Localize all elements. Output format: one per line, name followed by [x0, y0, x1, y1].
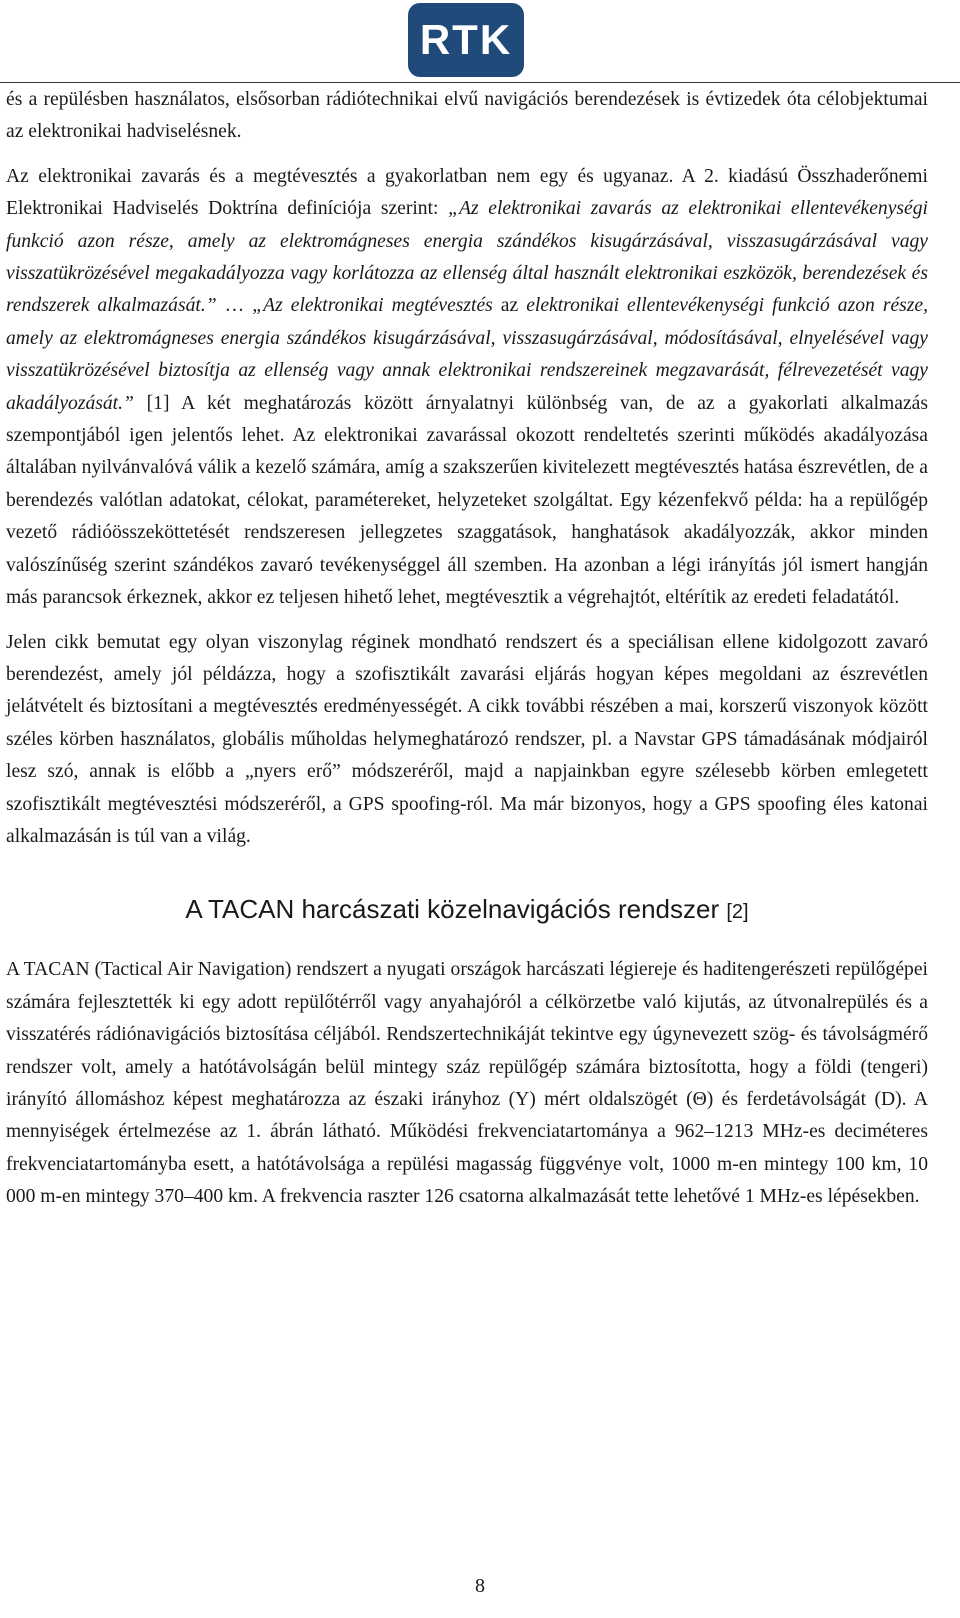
connector-text: az [492, 295, 527, 317]
rtk-logo [408, 3, 524, 77]
paragraph-tacan: A TACAN (Tactical Air Navigation) rendszert a nyugati országok harcászati légiereje és haditengerészeti repülőgépei számára fejlesztették ki egy adott repülőtérről vagy anyahajóról a célkörzetbe való kijutás, az útvonalrepülés és a visszatérés rádiónavigációs biztosítása céljából. Rendszertechnikáját tekintve egy úgynevezett szög- és távolságmérő rendszer volt, amely a hatótávolságán belül mintegy száz repülőgép számára biztosította, hogy a földi (tengeri) irányító állomáshoz képest meghatározza az északi irányhoz (Y) mért oldalszögét (Θ) és ferdetávolságát (D). A mennyiségek értelmezése az 1. ábrán látható. Működési frekvenciatartománya a 962–1213 MHz-es deciméteres frekvenciatartományba esett, a hatótávolsága a repülési magasság függvénye volt, 1000 m-en mintegy 100 km, 10 000 m-en mintegy 370–400 km. A frekvencia raszter 126 csatorna alkalmazását tette lehetővé 1 MHz-es lépésekben. [6, 959, 928, 1208]
header-rule [0, 82, 960, 83]
paragraph-definitions [6, 161, 928, 615]
ellipsis: … [216, 295, 253, 317]
section-reference: [2] [726, 901, 749, 924]
quote-jamming: „Az elektronikai zavarás az elektronikai ellentevékenységi funkció azon része, amely az elektromágneses energia szándékos kisugárzásával, visszasugárzásával vagy visszatükrözésével megakadályozza vagy korlátozza az ellenség által használt elektronikai eszközök, berendezések és rendszerek alkalmazását.” [6, 198, 928, 317]
section-title: A TACAN harcászati közelnavigációs rendszer [185, 894, 720, 925]
page-header [0, 0, 960, 84]
document-body [6, 84, 928, 1214]
paragraph-continuation: és a repülésben használatos, elsősorban rádiótechnikai elvű navigációs berendezések is évtizedek óta célobjektumai az elektronikai hadviselésnek. [6, 89, 928, 143]
quote-deception-rest: elektronikai ellentevékenységi funkció azon része, amely az elektromágneses energia szándékos kisugárzásával, visszasugárzásával, módosításával, elnyelésével vagy visszatükrözésével biztosítja az ellenség vagy annak elektronikai rendszereinek megzavarását, félrevezetését vagy akadályozását.” [6, 295, 928, 414]
section-heading [6, 893, 928, 928]
definition-discussion: [1] A két meghatározás között árnyalatnyi különbség van, de az a gyakorlati alkalmazás szempontjából igen jelentős lehet. Az elektronikai zavarással okozott rendeltetés szerinti működés akadályozása általában nyilvánvalóvá válik a kezelő számára, amíg a szakszerűen kivitelezett megtévesztés hatása észrevétlen, de a berendezés valótlan adatokat, célokat, paramétereket, helyzeteket szolgáltat. Egy kézenfekvő példa: ha a repülőgép vezető rádióösszeköttetését rendszeresen jellegzetes szaggatások, hanghatások akadályozzák, akkor minden valószínűség szerint szándékos zavaró tevékenységgel áll szemben. Ha azonban a légi irányítás jól ismert hangján más parancsok érkeznek, akkor ez teljesen hihető lehet, megtévesztik a végrehajtót, eltérítik az eredeti feladatától. [6, 392, 928, 609]
logo-text: RTK [419, 16, 513, 63]
definition-intro: Az elektronikai zavarás és a megtévesztés a gyakorlatban nem egy és ugyanaz. A 2. kiadású Összhaderőnemi Elektronikai Hadviselés Doktrína definíciója szerint: [6, 165, 928, 220]
page-number: 8 [475, 1575, 485, 1597]
paragraph-article-intro: Jelen cikk bemutat egy olyan viszonylag réginek mondható rendszert és a speciálisan ellene kidolgozott zavaró berendezést, amely jól példázza, hogy a szofisztikált zavarási eljárás hogyan képes megoldani az észrevétlen jelátvételt és biztosítani a megtévesztés eredményességét. A cikk további részében a mai, korszerű viszonyok között széles körben használatos, globális műholdas helymeghatározó rendszer, pl. a Navstar GPS támadásának módjairól lesz szó, annak is előbb a „nyers erő” módszeréről, majd a napjainkban egyre szélesebb körben emlegetett szofisztikált megtévesztési módszeréről, a GPS spoofing-ról. Ma már bizonyos, hogy a GPS spoofing éles katonai alkalmazásán is túl van a világ. [6, 631, 928, 847]
quote-deception-start: „Az elektronikai megtévesztés [252, 295, 493, 317]
